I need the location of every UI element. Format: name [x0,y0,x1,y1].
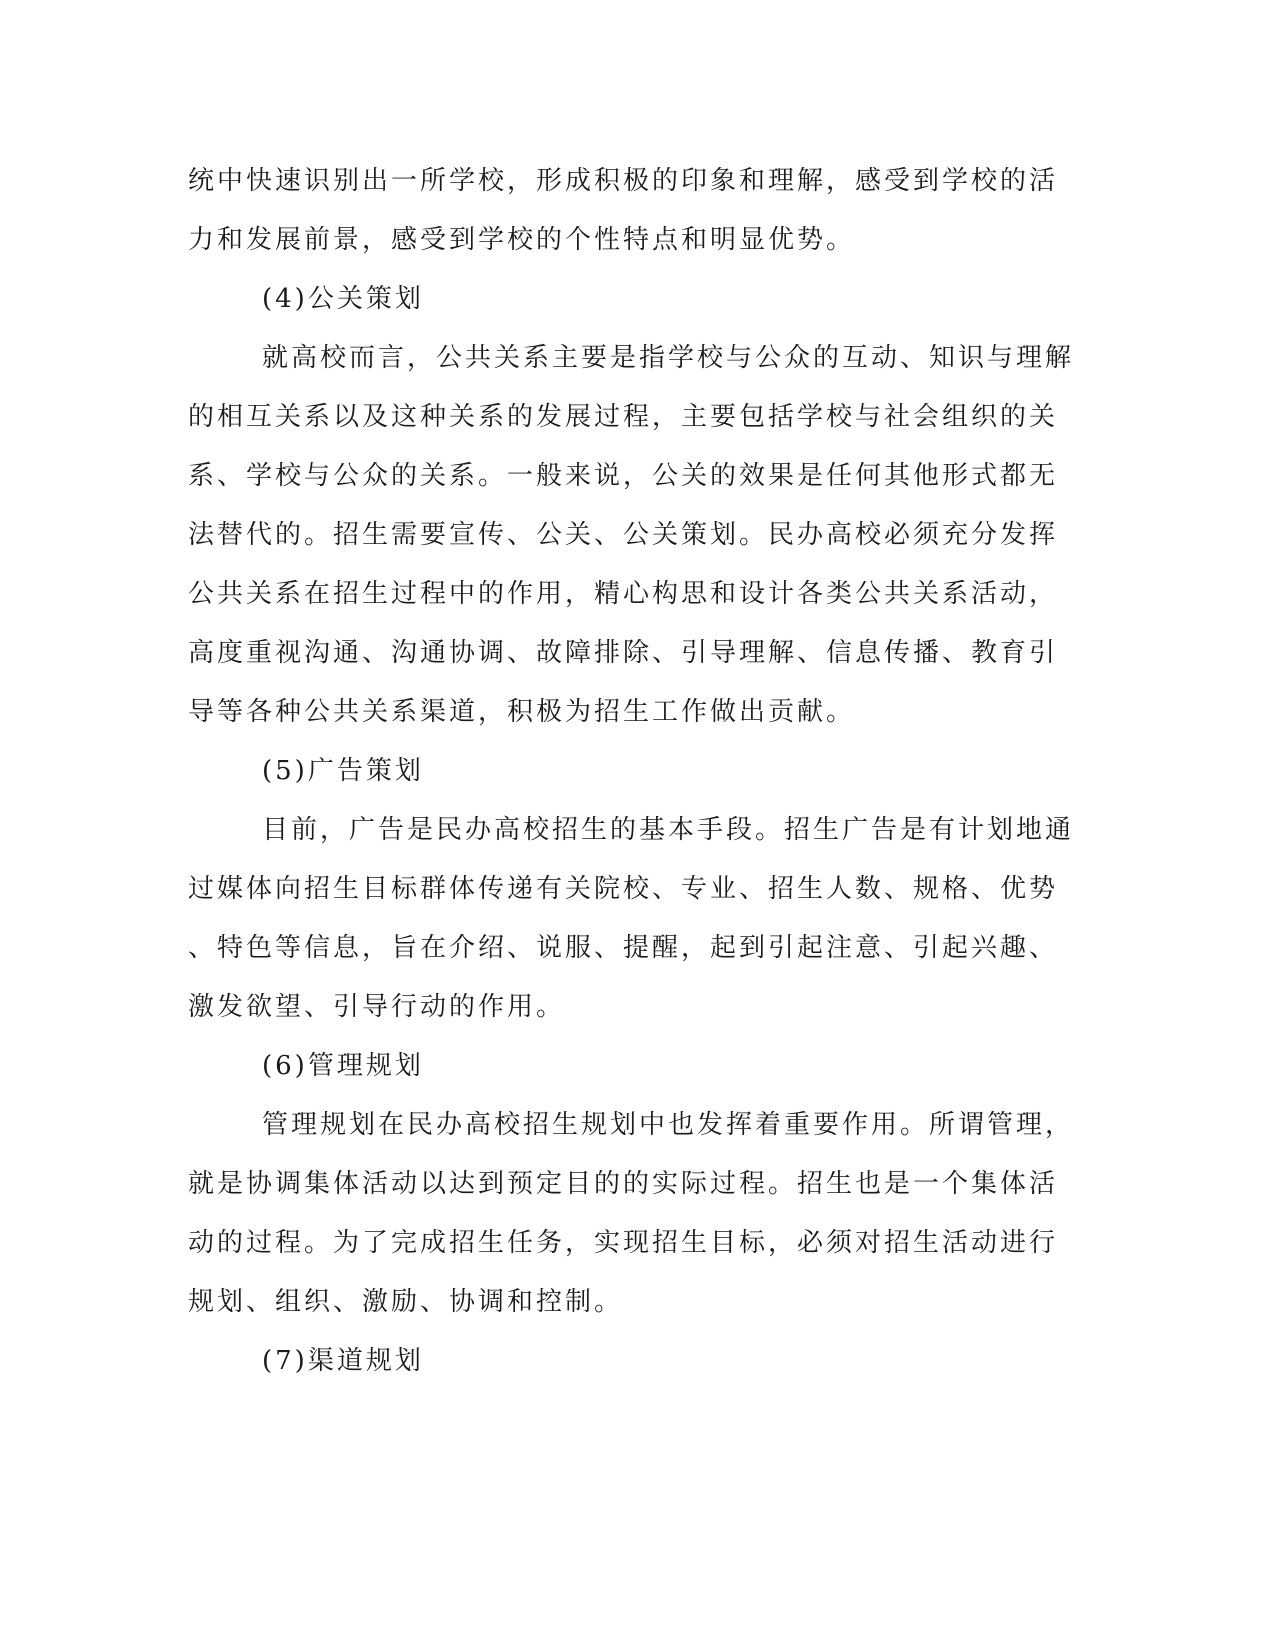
text-line: 目前，广告是民办高校招生的基本手段。招生广告是有计划地通 [262,815,1075,845]
section-heading: (4)公关策划 [262,284,424,314]
text-line: 导等各种公共关系渠道，积极为招生工作做出贡献。 [188,697,856,727]
section-heading: (5)广告策划 [262,756,424,786]
text-line: 激发欲望、引导行动的作用。 [188,992,566,1022]
section-heading: (7)渠道规划 [262,1346,424,1376]
text-line: 高度重视沟通、沟通协调、故障排除、引导理解、信息传播、教育引 [188,638,1059,668]
text-line: 管理规划在民办高校招生规划中也发挥着重要作用。所谓管理， [262,1110,1075,1140]
text-line: 的相互关系以及这种关系的发展过程，主要包括学校与社会组织的关 [188,402,1059,432]
text-line: 动的过程。为了完成招生任务，实现招生目标，必须对招生活动进行 [188,1228,1059,1258]
text-line: 力和发展前景，感受到学校的个性特点和明显优势。 [188,225,856,255]
text-line: 系、学校与公众的关系。一般来说，公关的效果是任何其他形式都无 [188,461,1059,491]
section-heading: (6)管理规划 [262,1051,424,1081]
text-line: 统中快速识别出一所学校，形成积极的印象和理解，感受到学校的活 [188,166,1059,196]
text-line: 就高校而言，公共关系主要是指学校与公众的互动、知识与理解 [262,343,1075,373]
text-line: 、特色等信息，旨在介绍、说服、提醒，起到引起注意、引起兴趣、 [188,933,1059,963]
text-line: 就是协调集体活动以达到预定目的的实际过程。招生也是一个集体活 [188,1169,1059,1199]
text-line: 规划、组织、激励、协调和控制。 [188,1287,624,1317]
text-line: 过媒体向招生目标群体传递有关院校、专业、招生人数、规格、优势 [188,874,1059,904]
text-line: 法替代的。招生需要宣传、公关、公关策划。民办高校必须充分发挥 [188,520,1059,550]
text-line: 公共关系在招生过程中的作用，精心构思和设计各类公共关系活动， [188,579,1059,609]
